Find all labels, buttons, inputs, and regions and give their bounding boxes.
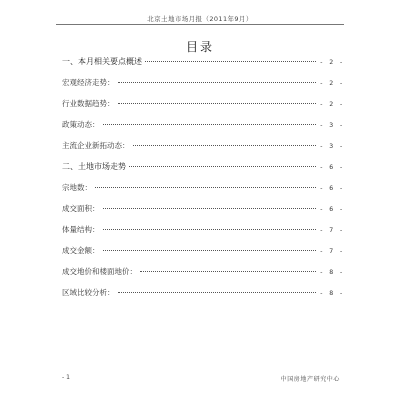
toc-dot-leader [103,124,317,125]
toc-dot-leader [145,61,316,62]
page-header: 北京土地市场月报（2011年9月） [147,15,253,23]
toc-entry[interactable] [62,267,344,288]
toc-entry-page: - 2 - [319,100,344,108]
toc-entry-page: - 3 - [319,142,344,150]
toc-entry-page: - 8 - [319,289,344,297]
toc-entry-label: 成交地价和楼面地价： [62,267,137,276]
toc-entry-page: - 7 - [319,247,344,255]
toc-entry-label: 体量结构： [62,225,100,234]
toc-entry-page: - 2 - [319,79,344,87]
toc-entry[interactable] [62,225,344,246]
toc-entry-page: - 6 - [319,163,344,171]
toc-entry-label: 一、本月相关要点概述 [62,57,142,66]
toc-entry-label: 宏观经济走势： [62,78,115,87]
footer-organization: 中国房地产研究中心 [280,376,340,383]
toc-dot-leader [118,82,317,83]
toc-entry-page: - 7 - [319,226,344,234]
toc-entry[interactable] [62,162,344,183]
toc-entry-label: 主流企业新拓动态： [62,141,130,150]
toc-entry[interactable] [62,78,344,99]
toc-entry[interactable] [62,99,344,120]
toc-entry[interactable] [62,141,344,162]
toc-entry-label: 宗地数： [62,183,92,192]
toc-dot-leader [118,103,317,104]
toc-dot-leader [103,250,317,251]
toc-entry-label: 成交金额： [62,246,100,255]
footer-page-number: - 1 [62,374,70,381]
toc-entry[interactable] [62,183,344,204]
toc-entry[interactable] [62,246,344,267]
header-divider [56,24,344,25]
toc-entry[interactable] [62,204,344,225]
toc-entry-page: - 6 - [319,184,344,192]
toc-dot-leader [140,271,316,272]
toc-dot-leader [133,145,317,146]
toc-dot-leader [103,229,317,230]
toc-entry-page: - 3 - [319,121,344,129]
toc-entry[interactable] [62,288,344,309]
toc-entry-label: 成交面积： [62,204,100,213]
toc-entry-page: - 8 - [319,268,344,276]
toc-entry-page: - 6 - [319,205,344,213]
toc-dot-leader [129,166,316,167]
toc-entry[interactable] [62,120,344,141]
toc-entry-page: - 2 - [319,58,344,66]
toc-dot-leader [118,292,317,293]
toc-dot-leader [95,187,316,188]
toc-entry-label: 政策动态： [62,120,100,129]
toc-entry-label: 二、土地市场走势 [62,162,126,171]
toc-dot-leader [103,208,317,209]
toc-title: 目录 [185,40,214,54]
toc-entry-label: 行业数据趋势： [62,99,115,108]
toc-entry[interactable] [62,57,344,78]
toc-entry-label: 区域比较分析： [62,288,115,297]
table-of-contents [62,57,344,309]
